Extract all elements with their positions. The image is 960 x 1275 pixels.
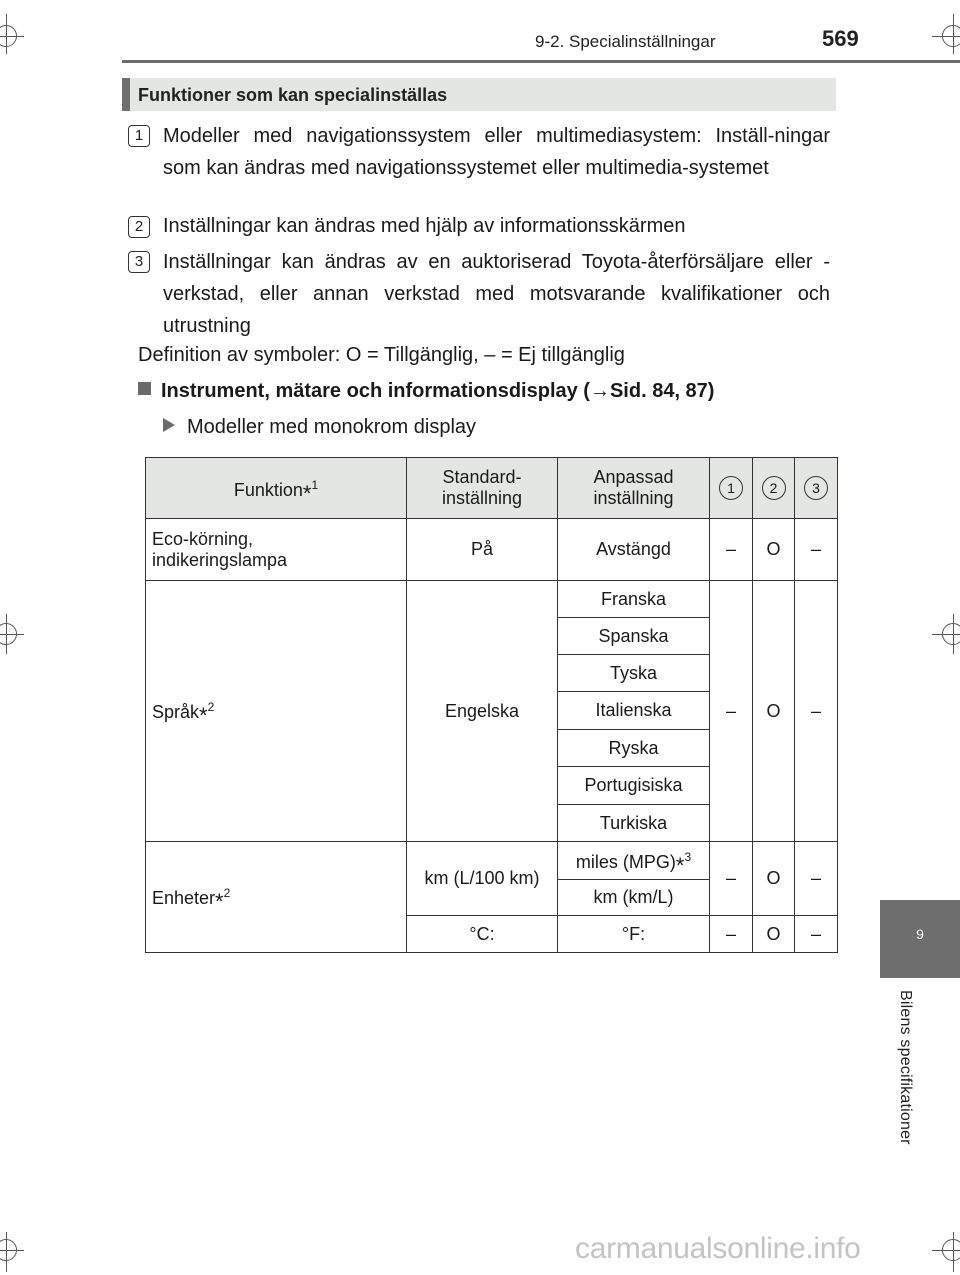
cell-option: Franska	[558, 581, 710, 618]
cell-function: Enheter*$^2$	[146, 842, 407, 953]
table-row-language	[146, 581, 838, 618]
cell-option: Turkiska	[558, 805, 710, 842]
item-text-2: Inställningar kan ändras med hjälp av informationsskärmen	[163, 215, 686, 237]
page-reference-link[interactable]: Sid. 84, 87)	[609, 380, 715, 402]
footnote-star: *	[215, 889, 224, 914]
cell-default: På	[407, 519, 558, 581]
table-row-units	[146, 842, 838, 880]
cell-option: miles (MPG)*$^3$	[558, 842, 710, 880]
section-heading: Funktioner som kan specialinställas	[138, 85, 448, 105]
cell-col-1: –	[710, 519, 753, 581]
section-label: 9-2. Specialinställningar	[535, 32, 716, 51]
cell-col-2: O	[753, 519, 795, 581]
footnote-ref: 3	[684, 849, 692, 864]
cell-option: km (km/L)	[558, 880, 710, 916]
header-custom: Anpassad inställning	[558, 458, 710, 519]
footnote-star: *	[675, 852, 685, 878]
cell-option: Tyska	[558, 655, 710, 692]
cell-col-3: –	[795, 916, 838, 953]
circled-number-2: 2	[762, 476, 786, 500]
cell-option: Italienska	[558, 692, 710, 730]
footnote-ref: 1	[311, 478, 319, 492]
chapter-number: 9	[916, 926, 924, 942]
section-heading-accent	[122, 78, 130, 111]
variant-line	[163, 412, 476, 442]
cell-custom: °F:	[558, 916, 710, 953]
cell-col-2: O	[753, 581, 795, 842]
cell-col-3: –	[795, 842, 838, 916]
symbol-definition: Definition av symboler: O = Tillgänglig, – = Ej tillgänglig	[138, 344, 625, 366]
header-default: Standard- inställning	[407, 458, 558, 519]
cell-col-1: –	[710, 842, 753, 916]
cell-option: Ryska	[558, 730, 710, 767]
footnote-star: *	[302, 481, 312, 506]
cell-default: °C:	[407, 916, 558, 953]
cell-function: Eco-körning, indikeringslampa	[146, 519, 407, 581]
item-number-2: 2	[128, 216, 150, 238]
header-col-3	[795, 458, 838, 519]
cell-col-3: –	[795, 581, 838, 842]
arrow-right-icon: →	[589, 380, 610, 402]
header-col-1	[710, 458, 753, 519]
table-header-row	[146, 458, 838, 519]
footnote-star: *	[199, 703, 208, 728]
cell-default: Engelska	[407, 581, 558, 842]
header-col-2	[753, 458, 795, 519]
header-function: Funktion*$^1$	[146, 458, 407, 519]
settings-table	[145, 457, 838, 953]
subheading-text: Instrument, mätare och informationsdisplay (	[161, 380, 590, 402]
item-number-3: 3	[128, 251, 150, 273]
circled-number-3: 3	[804, 476, 828, 500]
cell-custom: Avstängd	[558, 519, 710, 581]
footnote-ref: 2	[223, 886, 231, 900]
triangle-bullet-icon	[163, 418, 175, 432]
variant-text: Modeller med monokrom display	[187, 416, 477, 438]
cell-col-2: O	[753, 916, 795, 953]
item-text-1: Modeller med navigationssystem eller multimediasystem: Inställ-ningar som kan ändras med navigationssystemet eller multimedia-systemet	[163, 125, 830, 179]
item-text-3: Inställningar kan ändras av en auktoriserad Toyota-återförsäljare eller -verkstad, eller annan verkstad med motsvarande kvalifikationer och utrustning	[163, 251, 830, 337]
subheading	[138, 376, 714, 406]
cell-function: Språk*$^2$	[146, 581, 407, 842]
cell-option: Portugisiska	[558, 767, 710, 805]
page-number: 569	[822, 26, 859, 51]
chapter-tab	[880, 900, 960, 978]
cell-default: km (L/100 km)	[407, 842, 558, 916]
item-number-1: 1	[128, 125, 150, 147]
square-bullet-icon	[138, 382, 151, 395]
cell-col-1: –	[710, 916, 753, 953]
header-rule	[122, 60, 960, 63]
circled-number-1: 1	[719, 476, 743, 500]
watermark: carmanualsonline.info	[575, 1232, 861, 1265]
footnote-ref: 2	[207, 700, 215, 714]
cell-col-3: –	[795, 519, 838, 581]
chapter-label: Bilens specifikationer	[897, 990, 914, 1145]
table-row-eco	[146, 519, 838, 581]
cell-col-1: –	[710, 581, 753, 842]
section-heading-bar	[122, 78, 836, 111]
cell-col-2: O	[753, 842, 795, 916]
cell-option: Spanska	[558, 618, 710, 655]
